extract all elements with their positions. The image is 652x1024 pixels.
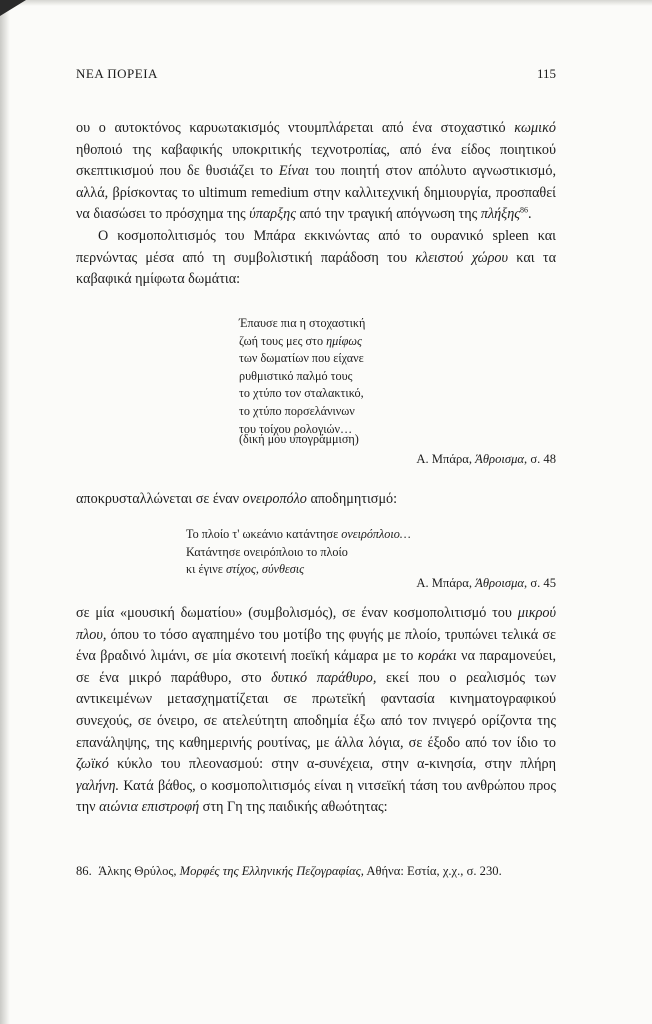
scan-corner-mark (0, 0, 26, 16)
running-title: ΝΕΑ ΠΟΡΕΙΑ (76, 66, 158, 81)
italic-run: γαλήνη. (76, 777, 120, 794)
verse-line (239, 333, 479, 351)
italic-run: ζωϊκό (76, 756, 109, 773)
citation-1 (416, 452, 556, 467)
verse-line: Κατάντησε ονειρόπλοιο το πλοίο (186, 544, 348, 559)
emphasis-note: (δική μου υπογράμμιση) (239, 432, 359, 446)
verse-line: Έπαυσε πια η στοχαστική (239, 316, 366, 330)
italic-run: μικρού πλου, (76, 605, 556, 643)
text-run: κύκλο του πλεονασμού: στην α-συνέχεια, στην α-κινησία, στην πλήρη (108, 756, 556, 773)
text-run: κι έγινε (186, 562, 226, 577)
verse-line: το χτύπο τον σταλακτικό, (239, 386, 364, 401)
citation-page: , σ. 48 (524, 452, 556, 466)
body-paragraph-2 (76, 226, 556, 291)
text-run: ηθοποιό της καβαφικής υποκριτικής τεχνοτροπίας, από ένα είδος ποιητικού σκεπτικισμού που δε θυσιάζει το (76, 141, 556, 180)
text-run: ζωή τους μες στο (239, 333, 327, 348)
italic-run: κοράκι (417, 648, 457, 665)
citation-page: , σ. 45 (524, 576, 556, 590)
italic-run: δυτικό παράθυρο, (271, 669, 377, 686)
text-run: και τα καβαφικά ημίφωτα δωμάτια: (76, 249, 556, 288)
verse-quote-2 (186, 526, 486, 579)
citation-author: Α. Μπάρα, (416, 576, 476, 590)
text-run: όπου το τόσο αγαπημένο του μοτίβο της φυγής με πλοίο, τρυπώνει τελικά σε ένα βραδινό λιμάνι, σε μία σκοτεινή ποεϊκή κάμαρα με το (76, 626, 556, 665)
italic-run: κωμικό (514, 120, 556, 136)
italic-run: αιώνια επιστροφή (99, 799, 200, 816)
text-run: στη Γη της παιδικής αθωότητας: (199, 799, 388, 816)
text-run: αποδημητισμό: (306, 491, 398, 507)
page-edge-shadow (0, 0, 10, 1024)
italic-run: ύπαρξης (249, 206, 296, 223)
italic-run: ονειροπόλο (242, 491, 307, 507)
text-run: Άλκης Θρύλος, (95, 864, 180, 878)
page-header (76, 66, 556, 84)
text-run: Αθήνα: Εστία, χ.χ., σ. 230. (363, 864, 502, 878)
text-run: Κατά βάθος, ο κοσμοπολιτισμός είναι η νιτσεϊκή τάση του ανθρώπου προς την (76, 777, 556, 816)
text-run: ου ο αυτοκτόνος καρυωτακισμός ντουμπλάρεται από ένα στοχαστικό (76, 120, 515, 136)
text-run: Το πλοίο τ' ωκεάνιο κατάντησε (186, 527, 342, 541)
verse-line: ρυθμιστικό παλμό τους (239, 368, 353, 383)
italic-run: στίχος, σύνθεσις (225, 562, 305, 577)
body-paragraph-3 (76, 489, 556, 511)
citation-2 (416, 576, 556, 591)
text-run: του ποιητή στον απόλυτο αγνωστικισμό, αλλά, βρίσκοντας το ultimum remedium στην καλλιτεχνική δημιουργία, προσπαθεί να διασώσει το πρόσχημα της (76, 163, 556, 223)
text-run: αποκρυσταλλώνεται σε έναν (76, 491, 243, 507)
italic-run: ημίφως (326, 333, 362, 348)
verse-line: των δωματίων που είχανε (239, 351, 364, 366)
page-number: 115 (536, 66, 556, 81)
body-paragraph-1 (76, 118, 556, 226)
verse-line: το χτύπο πορσελάνινων (239, 403, 355, 418)
citation-work: Άθροισμα (475, 576, 525, 590)
footnote-86 (76, 862, 556, 881)
footnote-reference: 86 (520, 205, 529, 215)
text-run: . (528, 206, 532, 223)
italic-run: Μορφές της Ελληνικής Πεζογραφίας, (179, 864, 364, 878)
italic-run: κλειστού χώρου (415, 249, 508, 266)
italic-run: ονειρόπλοιο… (341, 527, 411, 541)
citation-author: Α. Μπάρα, (416, 452, 476, 466)
verse-line (186, 526, 486, 544)
body-paragraph-4 (76, 603, 556, 819)
text-run: να παραμονεύει, σε ένα μικρό παράθυρο, στο (76, 648, 556, 686)
verse-quote-1 (239, 315, 479, 438)
italic-run: Είναι (278, 163, 310, 180)
footnote-number: 86. (76, 864, 92, 878)
italic-run: πλήξης (480, 206, 521, 223)
citation-work: Άθροισμα (475, 452, 525, 466)
text-run: σε μία «μουσική δωματίου» (συμβολισμός), σε έναν κοσμοπολιτισμό του (76, 605, 518, 621)
verse-line: του τοίχου ρολογιών… (239, 421, 353, 436)
text-run: από την τραγική απόγνωση της (295, 206, 481, 223)
text-run: εκεί που ο ρεαλισμός των αντικειμένων μετασχηματίζεται σε πρωτεϊκή φαντασία κινηματογραφικού συνεχούς, σε όνειρο, σε ατελεύτητη αποδημία έξω από τον πνιγερό ορίζοντα της επανάληψης, της καθημερινής ρουτίνας, με άλλα λόγια, σε έξοδο από τον ίδιο το (76, 669, 556, 751)
text-run: Ο κοσμοπολιτισμός του Μπάρα εκκινώντας από το ουρανικό spleen και περνώντας μέσα από τη συμβολιστική παράδοση του (76, 228, 556, 266)
page-top-shadow (0, 0, 652, 6)
